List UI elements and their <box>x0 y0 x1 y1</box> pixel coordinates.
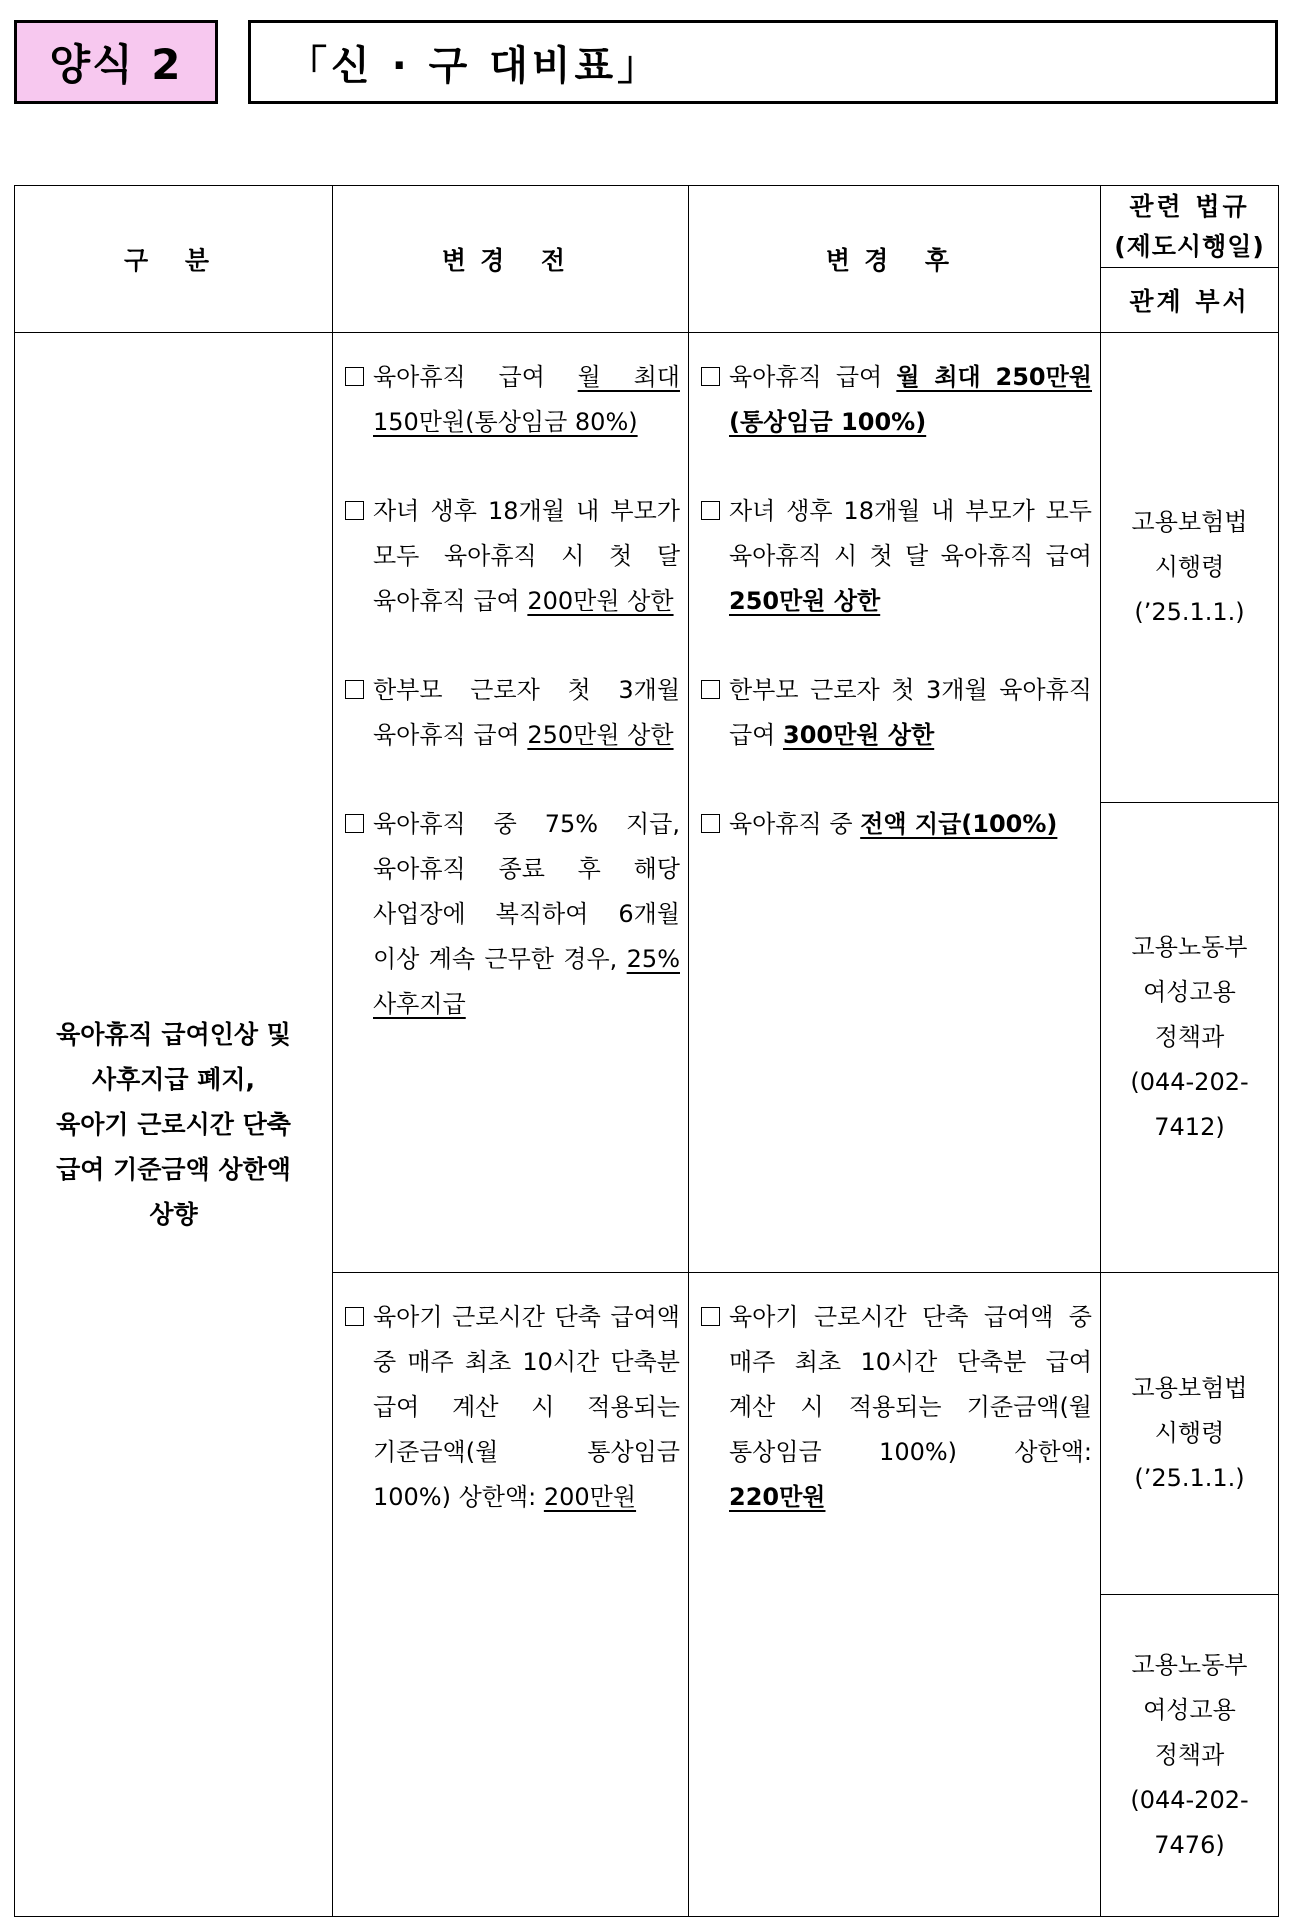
item-emphasis: 250만원 상한 <box>527 721 674 749</box>
comparison-table <box>14 185 1279 1917</box>
item-text: 자녀 생후 18개월 내 부모가 모두 육아휴직 시 첫 달 육아휴직 급여 <box>729 497 1092 570</box>
dept-line: 정책과 <box>1154 1741 1225 1769</box>
before-cell-1 <box>333 333 689 1273</box>
checkbox-icon <box>343 1295 373 1340</box>
checkbox-icon <box>343 355 373 400</box>
header-after <box>689 186 1101 333</box>
item-text: 육아기 근로시간 단축 급여액 중 매주 최초 10시간 단축분 급여 계산 시 적용되는 기준금액(월 통상임금 100%) 상한액: <box>373 1303 680 1511</box>
header-category <box>15 186 333 333</box>
category-line: 사후지급 폐지, <box>91 1065 256 1094</box>
item-text: 한부모 근로자 첫 3개월 육아휴직 급여 <box>729 676 1092 749</box>
after-item <box>699 1295 1092 1520</box>
category-line: 육아휴직 급여인상 및 <box>56 1020 291 1049</box>
header-law-label: 관련 법규 <box>1129 191 1250 221</box>
dept-line: (044-202- <box>1130 1786 1249 1814</box>
item-emphasis: 월 최대 250만원 (통상임금 100%) <box>729 363 1092 436</box>
item-emphasis: 250만원 상한 <box>729 587 881 615</box>
dept-line: (044-202- <box>1130 1068 1249 1096</box>
item-text: 육아휴직 중 75% 지급, 육아휴직 종료 후 해당 사업장에 복직하여 6개월 이상 계속 근무한 경우, <box>373 810 680 973</box>
item-text: 육아휴직 중 <box>729 810 861 838</box>
header-law <box>1101 186 1279 268</box>
item-text: 육아기 근로시간 단축 급여액 중 매주 최초 10시간 단축분 급여 계산 시 적용되는 기준금액(월 통상임금 100%) 상한액: <box>729 1303 1092 1466</box>
checkbox-icon <box>699 802 729 847</box>
document-title-text: 「신 · 구 대비표」 <box>287 42 662 89</box>
item-emphasis: 전액 지급(100%) <box>860 810 1058 838</box>
dept-line: 고용노동부 <box>1131 1651 1248 1679</box>
law-line: 고용보험법 <box>1131 1374 1248 1402</box>
item-emphasis: 월 최대 150만원(통상임금 80%) <box>373 363 680 436</box>
checkbox-icon <box>343 489 373 534</box>
checkbox-icon <box>699 668 729 713</box>
category-cell <box>15 333 333 1917</box>
item-text: 육아휴직 급여 <box>373 363 578 391</box>
dept-line: 여성고용 <box>1143 1696 1236 1724</box>
form-badge-label: 양식 2 <box>49 40 183 89</box>
law-line: (’25.1.1.) <box>1134 598 1245 626</box>
before-item <box>343 668 680 758</box>
law-cell-1 <box>1101 333 1279 803</box>
before-item <box>343 802 680 1027</box>
item-text: 자녀 생후 18개월 내 부모가 모두 육아휴직 시 첫 달 육아휴직 급여 <box>373 497 680 615</box>
form-badge <box>14 20 218 104</box>
document-title <box>248 20 1278 104</box>
item-emphasis: 300만원 상한 <box>783 721 935 749</box>
item-emphasis: 200만원 <box>543 1483 637 1511</box>
checkbox-icon <box>343 802 373 847</box>
header-category-label: 구 분 <box>123 246 223 275</box>
dept-cell-2 <box>1101 1595 1279 1917</box>
dept-line: 정책과 <box>1154 1023 1225 1051</box>
law-line: 고용보험법 <box>1131 508 1248 536</box>
after-cell-1 <box>689 333 1101 1273</box>
after-cell-2 <box>689 1273 1101 1917</box>
item-emphasis: 220만원 <box>729 1483 826 1511</box>
before-item <box>343 1295 680 1520</box>
category-line: 육아기 근로시간 단축 <box>56 1110 291 1139</box>
header-dept-label: 관계 부서 <box>1129 287 1250 316</box>
law-line: (’25.1.1.) <box>1134 1464 1245 1492</box>
before-item <box>343 355 680 445</box>
checkbox-icon <box>699 489 729 534</box>
law-cell-2 <box>1101 1273 1279 1595</box>
law-line: 시행령 <box>1154 1419 1225 1447</box>
checkbox-icon <box>343 668 373 713</box>
item-text: 한부모 근로자 첫 3개월 육아휴직 급여 <box>373 676 680 749</box>
header-before-label: 변경 전 <box>441 246 580 275</box>
law-line: 시행령 <box>1154 553 1225 581</box>
before-item <box>343 489 680 624</box>
before-cell-2 <box>333 1273 689 1917</box>
after-item <box>699 489 1092 624</box>
item-emphasis: 25% 사후지급 <box>373 945 680 1018</box>
after-item <box>699 802 1092 847</box>
category-line: 급여 기준금액 상한액 <box>56 1155 291 1184</box>
dept-cell-1 <box>1101 803 1279 1273</box>
header-before <box>333 186 689 333</box>
checkbox-icon <box>699 1295 729 1340</box>
dept-line: 7476) <box>1154 1831 1225 1859</box>
dept-line: 고용노동부 <box>1131 933 1248 961</box>
dept-line: 7412) <box>1154 1113 1225 1141</box>
item-emphasis: 200만원 상한 <box>527 587 674 615</box>
checkbox-icon <box>699 355 729 400</box>
header-dept <box>1101 268 1279 333</box>
item-text: 육아휴직 급여 <box>729 363 897 391</box>
header-law-date: (제도시행일) <box>1114 231 1265 261</box>
after-item <box>699 668 1092 758</box>
header-after-label: 변경 후 <box>825 246 964 275</box>
after-item <box>699 355 1092 445</box>
category-line: 상향 <box>149 1200 198 1229</box>
dept-line: 여성고용 <box>1143 978 1236 1006</box>
